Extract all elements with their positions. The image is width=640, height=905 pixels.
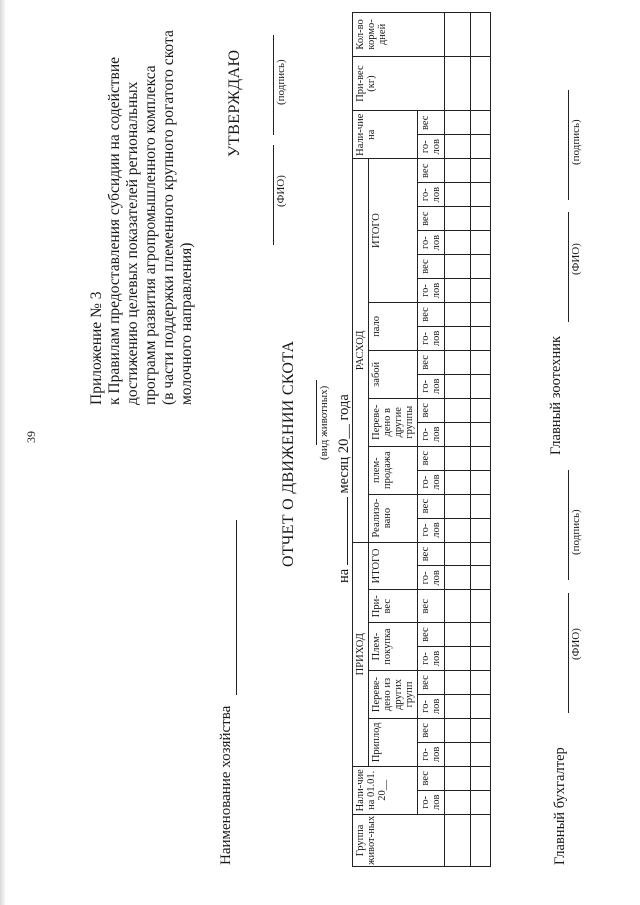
- expense-col: ИТОГО: [369, 159, 418, 303]
- data-cell[interactable]: [471, 111, 491, 135]
- sub-weight: вес: [418, 542, 445, 566]
- income-col: Приплод: [369, 718, 418, 766]
- zootechnician-label: Главный зоотехник: [548, 335, 564, 455]
- appendix-line: молочного направления): [178, 242, 195, 405]
- feed-days-header: Кол-во кормо-дней: [353, 13, 445, 57]
- sub-heads: го-лов: [418, 790, 445, 814]
- sub-weight: вес: [418, 623, 445, 647]
- data-cell[interactable]: [445, 183, 471, 207]
- data-cell[interactable]: [445, 279, 471, 303]
- data-cell[interactable]: [471, 566, 491, 590]
- approval-fio-label: (ФИО): [275, 175, 287, 207]
- period-text: месяц 20: [336, 438, 352, 494]
- appendix-line: программ развития агропромышленного комплекса: [142, 65, 159, 405]
- appendix-line: Приложение № 3: [88, 291, 105, 405]
- data-cell[interactable]: [471, 518, 491, 542]
- sub-heads: го-лов: [418, 135, 445, 159]
- data-cell[interactable]: [471, 279, 491, 303]
- data-cell[interactable]: [445, 231, 471, 255]
- data-cell[interactable]: [445, 566, 471, 590]
- data-cell[interactable]: [471, 302, 491, 326]
- data-cell[interactable]: [445, 718, 471, 742]
- data-cell[interactable]: [471, 718, 491, 742]
- income-col: При-вес: [369, 590, 418, 623]
- sub-weight: вес: [418, 671, 445, 695]
- expense-col: пало: [369, 302, 418, 350]
- organization-line: [236, 520, 237, 695]
- sub-weight: вес: [418, 494, 445, 518]
- data-cell[interactable]: [471, 398, 491, 422]
- data-cell[interactable]: [471, 470, 491, 494]
- approval-title: УТВЕРЖДАЮ: [226, 49, 243, 157]
- data-cell[interactable]: [445, 518, 471, 542]
- accountant-fio-label: (ФИО): [570, 628, 582, 660]
- sub-weight: вес: [418, 766, 445, 790]
- data-cell[interactable]: [445, 647, 471, 671]
- data-cell[interactable]: [471, 255, 491, 279]
- expense-header: РАСХОД: [353, 159, 369, 542]
- sub-heads: го-лов: [418, 566, 445, 590]
- data-cell[interactable]: [471, 647, 491, 671]
- data-cell[interactable]: [471, 494, 491, 518]
- data-cell[interactable]: [471, 207, 491, 231]
- data-cell[interactable]: [445, 207, 471, 231]
- data-cell[interactable]: [445, 694, 471, 718]
- data-cell[interactable]: [471, 742, 491, 766]
- animal-type-label: (вид животных): [318, 385, 330, 460]
- data-cell[interactable]: [471, 231, 491, 255]
- data-cell[interactable]: [445, 470, 471, 494]
- data-cell[interactable]: [445, 671, 471, 695]
- zootechnician-signature-label: (подпись): [570, 119, 582, 165]
- sub-weight: вес: [418, 398, 445, 422]
- accountant-label: Главный бухгалтер: [552, 747, 568, 865]
- period-suffix: года: [336, 394, 352, 421]
- expense-col: Переве-дено в другие группы: [369, 398, 418, 446]
- page-number: 39: [24, 431, 38, 443]
- approval-fio-line: [273, 145, 274, 245]
- sub-heads: го-лов: [418, 647, 445, 671]
- data-cell[interactable]: [445, 446, 471, 470]
- approval-signature-label: (подпись): [275, 59, 287, 105]
- report-period: на месяц 20__ года: [336, 394, 352, 583]
- sub-heads: го-лов: [418, 518, 445, 542]
- accountant-fio-line: [568, 593, 569, 713]
- data-cell[interactable]: [471, 542, 491, 566]
- data-cell[interactable]: [445, 766, 471, 790]
- balance-start-header: Нали-чие на 01.01. 20__: [353, 766, 418, 814]
- zootechnician-signature-line: [568, 90, 569, 200]
- report-title: ОТЧЕТ О ДВИЖЕНИИ СКОТА: [280, 340, 297, 567]
- period-prefix: на: [336, 568, 352, 583]
- income-col: Плем-покупка: [369, 623, 418, 671]
- weight-gain-header: При-вес (кг): [353, 56, 445, 110]
- data-cell[interactable]: [471, 590, 491, 623]
- appendix-block: [88, 30, 196, 405]
- data-cell[interactable]: [471, 790, 491, 814]
- data-cell[interactable]: [445, 111, 471, 135]
- data-cell[interactable]: [445, 742, 471, 766]
- sub-weight: вес: [418, 446, 445, 470]
- appendix-line: достижению целевых показателей региональных: [124, 81, 141, 405]
- data-cell[interactable]: [445, 542, 471, 566]
- period-blank: [347, 497, 348, 565]
- data-cell[interactable]: [445, 135, 471, 159]
- data-cell[interactable]: [445, 326, 471, 350]
- data-cell[interactable]: [471, 671, 491, 695]
- data-cell[interactable]: [445, 422, 471, 446]
- sub-weight: вес: [418, 159, 445, 183]
- sub-weight: вес: [418, 302, 445, 326]
- data-cell[interactable]: [445, 790, 471, 814]
- data-cell[interactable]: [445, 255, 471, 279]
- expense-col: Реализо-вано: [369, 494, 418, 542]
- income-col: ИТОГО: [369, 542, 418, 590]
- sub-weight: вес: [418, 111, 445, 135]
- animal-type-line: [316, 380, 317, 445]
- data-cell[interactable]: [471, 374, 491, 398]
- data-cell[interactable]: [445, 159, 471, 183]
- sub-weight: вес: [418, 350, 445, 374]
- balance-end-header: Нали-чие на: [353, 111, 418, 159]
- data-cell[interactable]: [445, 13, 471, 57]
- data-cell[interactable]: [471, 814, 491, 866]
- income-col: Переве-дено из других групп: [369, 671, 418, 719]
- data-cell[interactable]: [471, 422, 491, 446]
- data-cell[interactable]: [471, 623, 491, 647]
- data-cell[interactable]: [471, 159, 491, 183]
- data-cell[interactable]: [471, 183, 491, 207]
- sub-weight: вес: [418, 255, 445, 279]
- sub-heads: го-лов: [418, 279, 445, 303]
- sub-heads: го-лов: [418, 231, 445, 255]
- group-header: Группа живот-ных: [353, 814, 445, 866]
- sub-heads: го-лов: [418, 742, 445, 766]
- approval-signature-line: [273, 35, 274, 135]
- data-cell[interactable]: [445, 814, 471, 866]
- data-cell[interactable]: [471, 13, 491, 57]
- movement-table: [352, 12, 491, 867]
- data-cell[interactable]: [471, 350, 491, 374]
- data-cell[interactable]: [471, 694, 491, 718]
- expense-col: плем-продажа: [369, 446, 418, 494]
- sub-heads: го-лов: [418, 183, 445, 207]
- data-cell[interactable]: [471, 326, 491, 350]
- data-cell[interactable]: [471, 446, 491, 470]
- data-cell[interactable]: [445, 590, 471, 623]
- data-cell[interactable]: [471, 766, 491, 790]
- data-cell[interactable]: [471, 56, 491, 110]
- appendix-line: к Правилам предоставления субсидии на содействие: [106, 56, 123, 405]
- income-header: ПРИХОД: [353, 542, 369, 766]
- accountant-signature-line: [568, 470, 569, 580]
- data-cell[interactable]: [445, 494, 471, 518]
- sub-heads: го-лов: [418, 694, 445, 718]
- sub-heads: го-лов: [418, 422, 445, 446]
- sub-weight: вес: [418, 718, 445, 742]
- zootechnician-fio-line: [568, 212, 569, 322]
- data-cell[interactable]: [445, 374, 471, 398]
- organization-label: Наименование хозяйства: [218, 705, 234, 865]
- expense-col: забой: [369, 350, 418, 398]
- sub-heads: го-лов: [418, 470, 445, 494]
- sub-weight: вес: [418, 207, 445, 231]
- sub-heads: го-лов: [418, 326, 445, 350]
- data-cell[interactable]: [445, 398, 471, 422]
- appendix-line: (в части поддержки племенного крупного рогатого скота: [160, 30, 177, 405]
- sub-weight: вес: [418, 590, 445, 623]
- data-cell[interactable]: [445, 350, 471, 374]
- data-cell[interactable]: [471, 135, 491, 159]
- accountant-signature-label: (подпись): [570, 509, 582, 555]
- data-cell[interactable]: [445, 623, 471, 647]
- data-cell[interactable]: [445, 302, 471, 326]
- zootechnician-fio-label: (ФИО): [570, 243, 582, 275]
- data-cell[interactable]: [445, 56, 471, 110]
- sub-heads: го-лов: [418, 374, 445, 398]
